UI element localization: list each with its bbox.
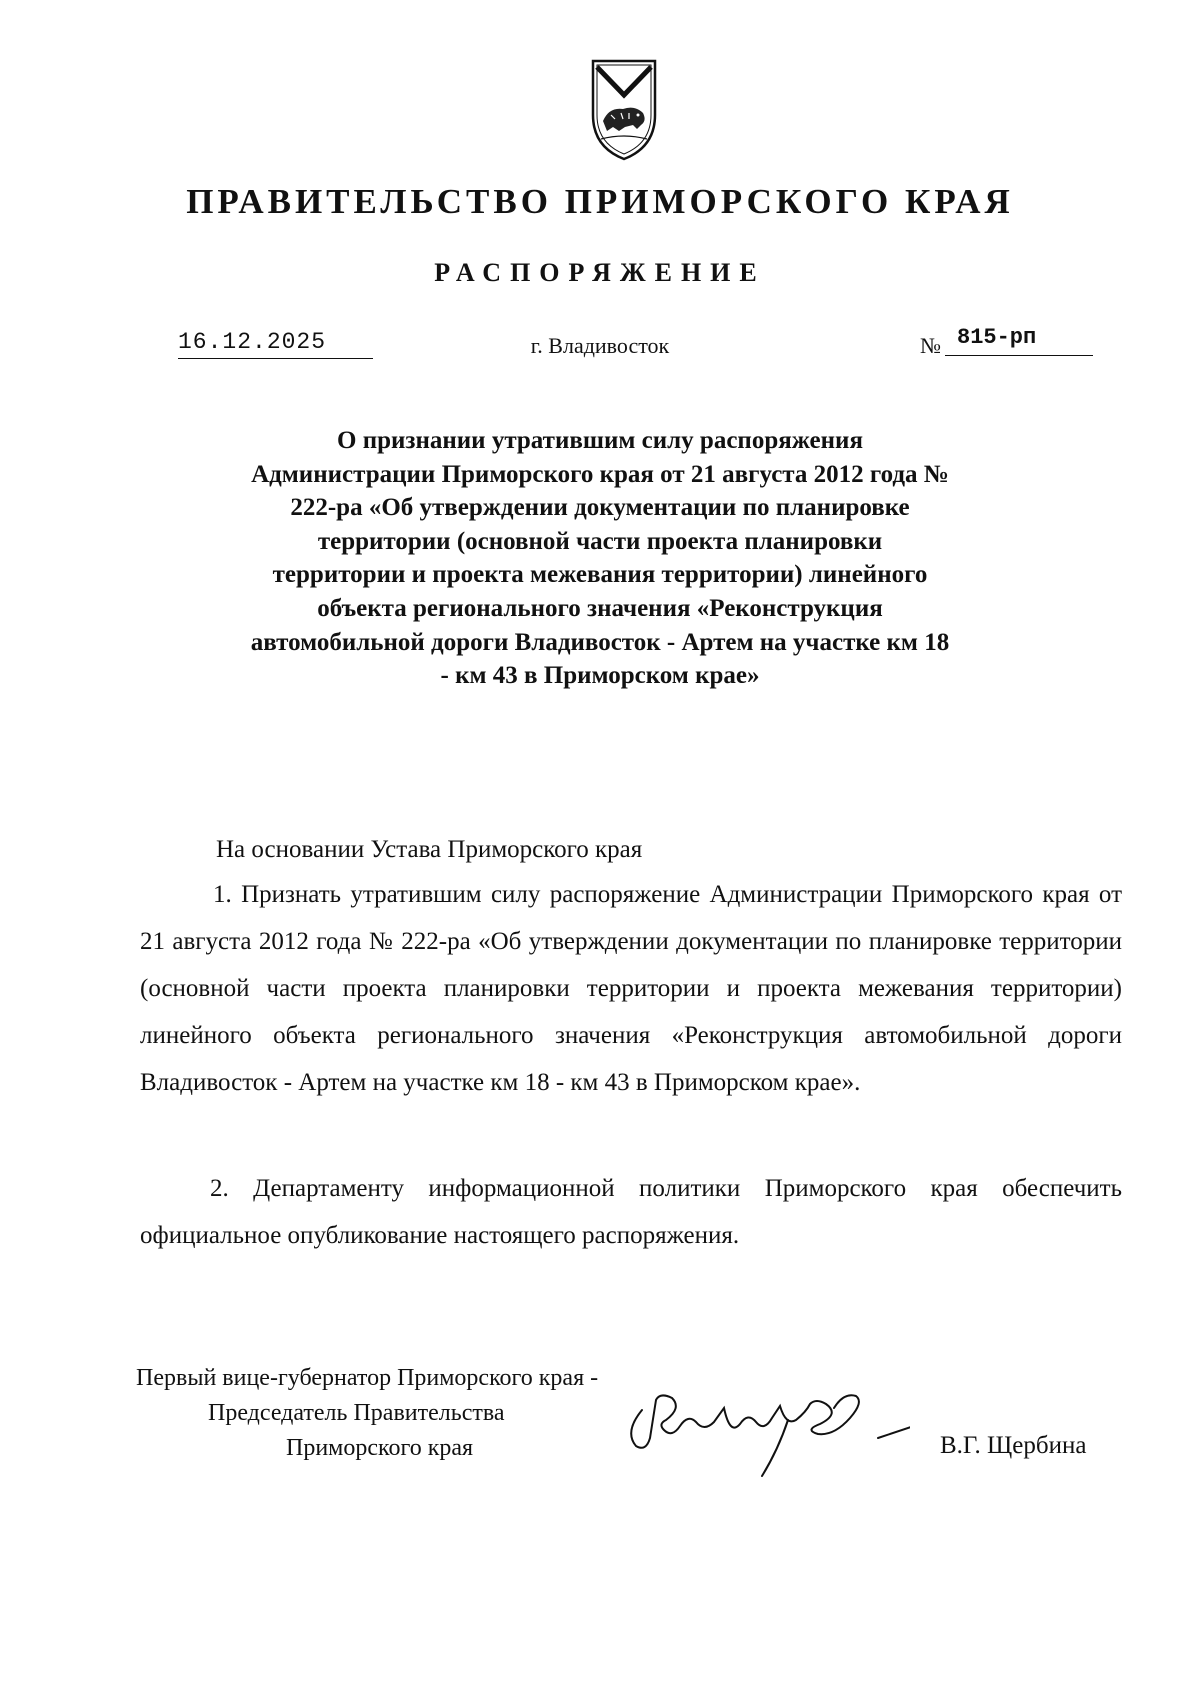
document-date: 16.12.2025: [178, 329, 373, 359]
body-item-2: 2. Департаменту информационной политики Приморского края обеспечить официальное опубликование настоящего распоряжения.: [140, 1175, 1122, 1249]
organization-title: ПРАВИТЕЛЬСТВО ПРИМОРСКОГО КРАЯ: [186, 182, 1014, 221]
signer-name: В.Г. Щербина: [940, 1432, 1087, 1459]
body-item-1: 1. Признать утратившим силу распоряжение Администрации Приморского края от 21 августа 2012 года № 222-ра «Об утверждении документации по планировке территории (основной части проекта планировки территории и проекта межевания территории) линейного объекта регионального значения «Реконструкция автомобильной дороги Владивосток - Артем на участке км 18 - км 43 в Приморском крае».: [140, 881, 1122, 1096]
document-city: г. Владивосток: [530, 333, 670, 358]
handwritten-signature-icon: [620, 1380, 910, 1480]
document-subject: О признании утратившим силу распоряжения Администрации Приморского края от 21 августа 2012 года № 222-ра «Об утверждении документации по планировке территории (основной части проекта планировки территории и проекта межевания территории) линейного объекта регионального значения «Реконструкция автомобильной дороги Владивосток - Артем на участке км 18 - км 43 в Приморском крае»: [250, 427, 950, 690]
number-sign: №: [920, 333, 941, 358]
signer-position-line-2: Председатель Правительства: [208, 1400, 505, 1426]
primorsky-coat-of-arms-icon: [585, 55, 663, 165]
body-intro: На основании Устава Приморского края: [216, 836, 643, 863]
document-type: РАСПОРЯЖЕНИЕ: [434, 258, 766, 287]
document-number: 815-рп: [945, 325, 1093, 356]
signer-position-line-1: Первый вице-губернатор Приморского края -: [136, 1365, 599, 1391]
signer-position-line-3: Приморского края: [286, 1435, 474, 1461]
